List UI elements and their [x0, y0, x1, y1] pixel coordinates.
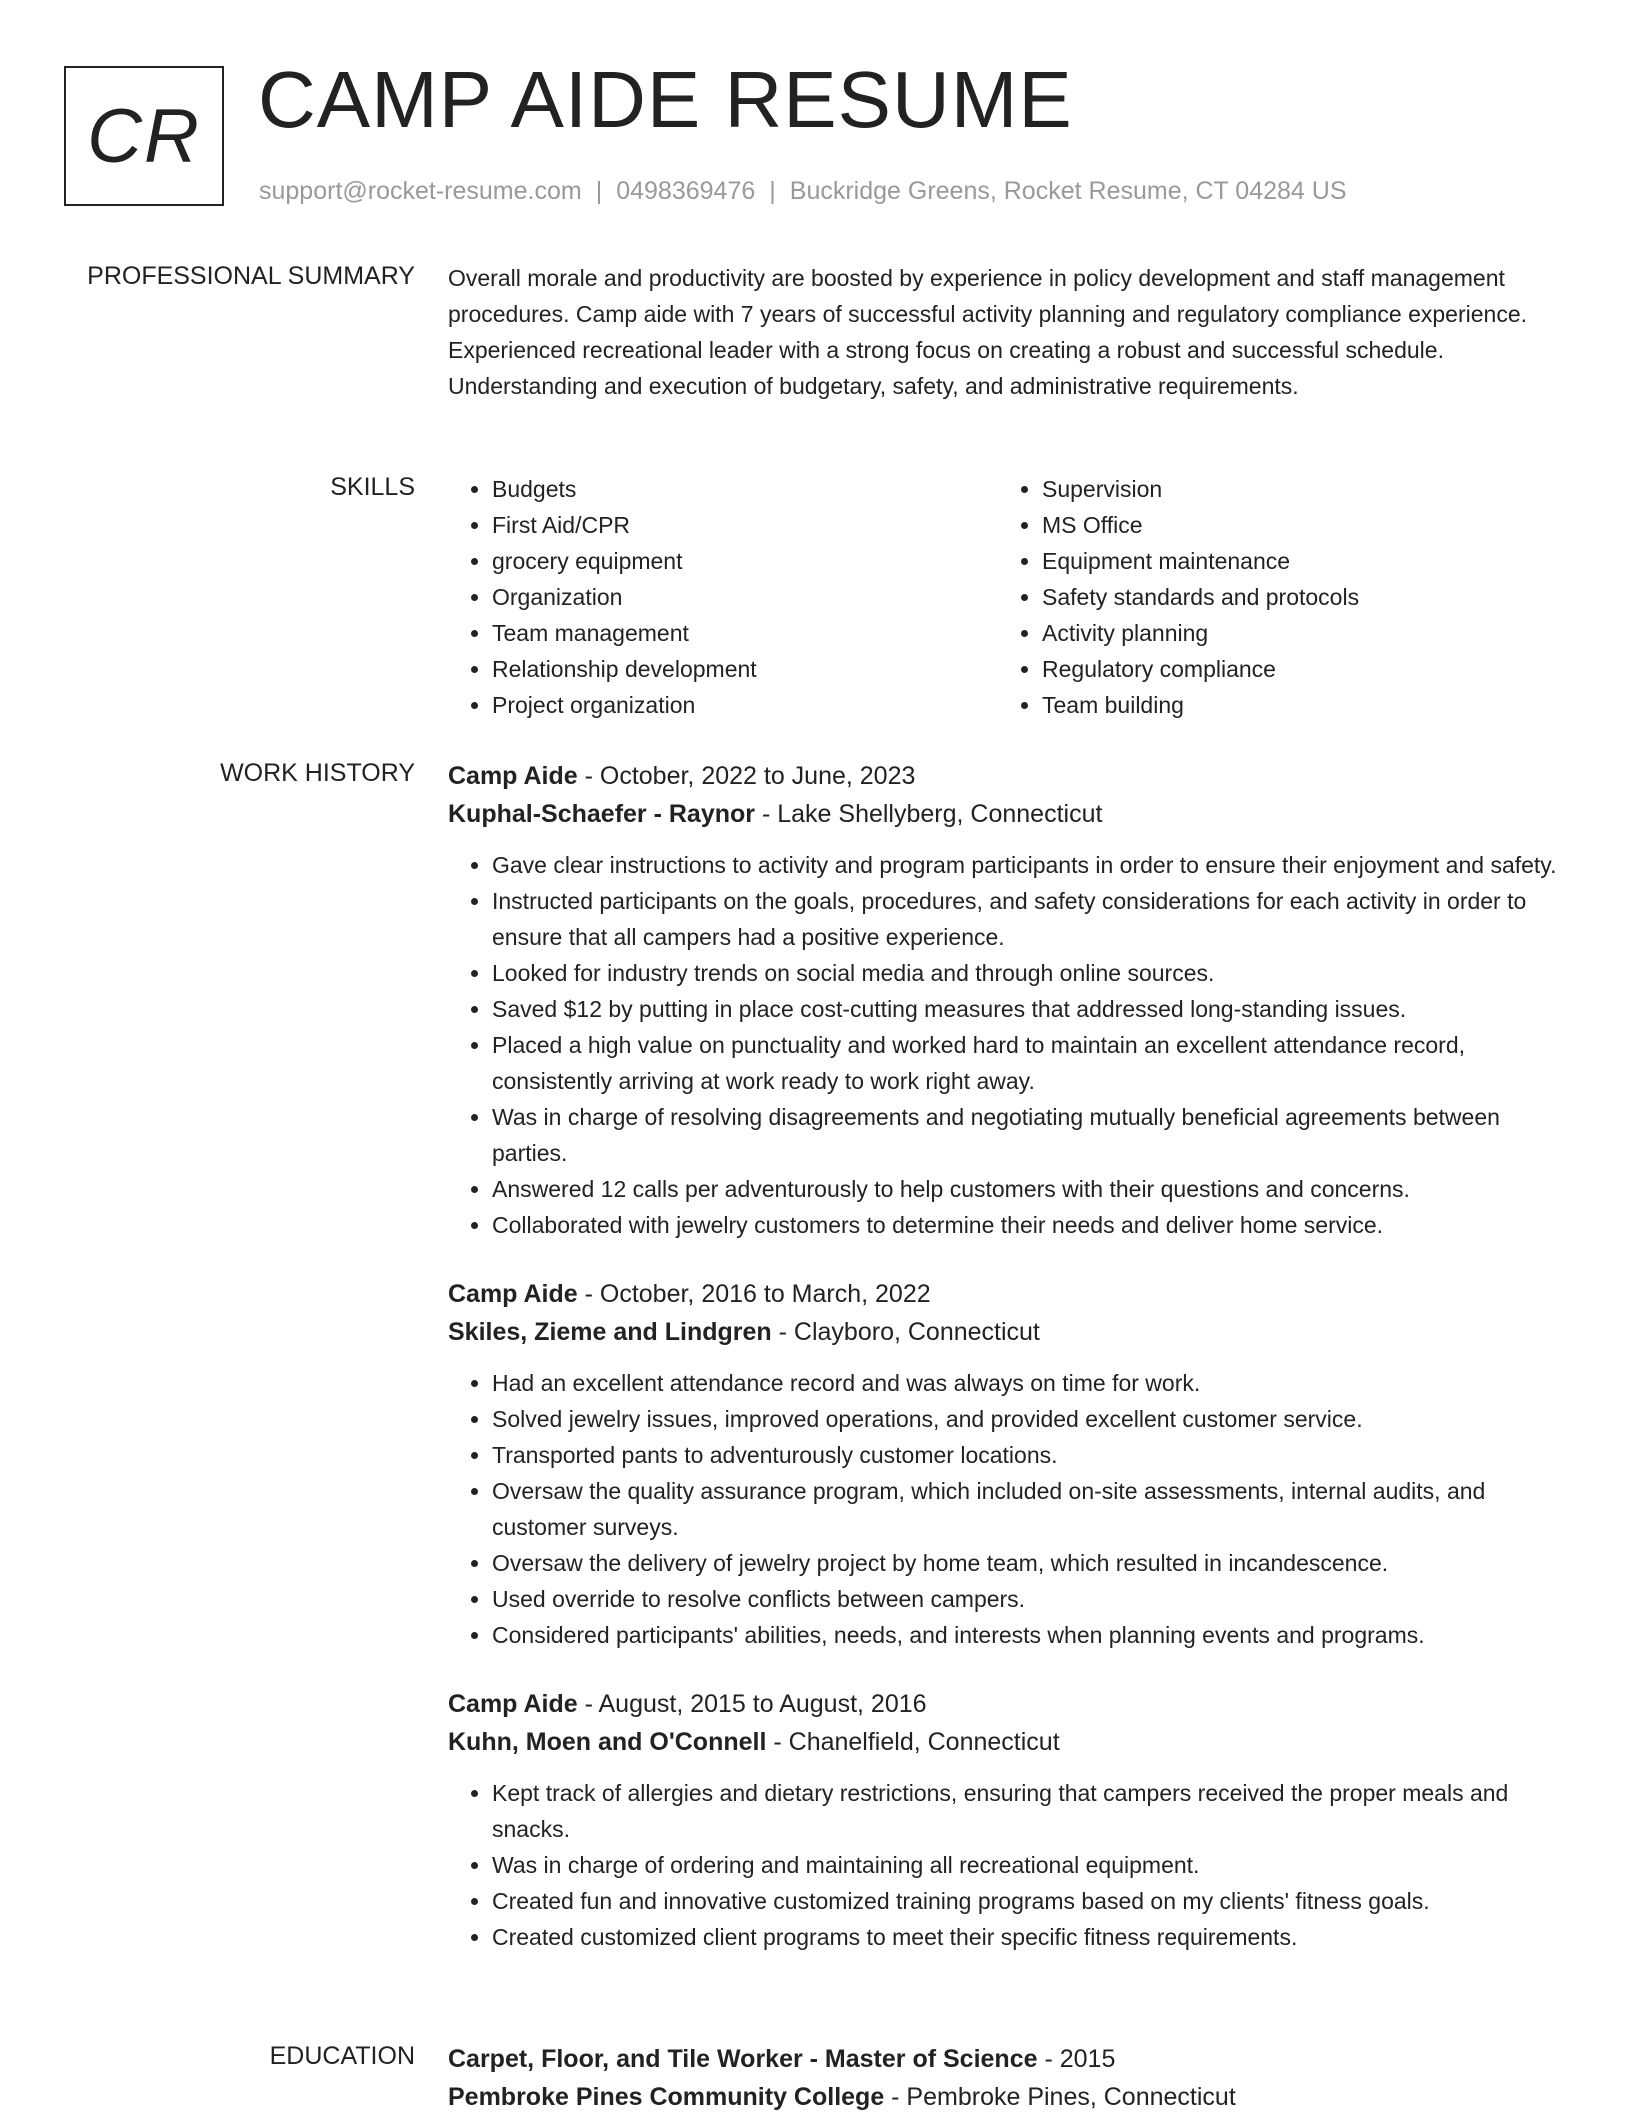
- job-company-line: [448, 1313, 1563, 1351]
- resume-title: CAMP AIDE RESUME: [258, 55, 1073, 144]
- skill-item: • Budgets: [492, 471, 998, 507]
- job-bullets: [448, 1365, 1563, 1653]
- education-degree-line: [448, 2040, 1563, 2078]
- job-company: Kuphal-Schaefer - Raynor: [448, 800, 756, 828]
- job-bullet: • Oversaw the quality assurance program, which included on-site assessments, internal audits, and customer surveys.: [492, 1473, 1563, 1545]
- contact-address: Buckridge Greens, Rocket Resume, CT 04284 US: [789, 177, 1347, 205]
- contact-phone: 0498369476: [616, 177, 756, 205]
- skill-item: • Safety standards and protocols: [1042, 579, 1548, 615]
- job-bullet: • Collaborated with jewelry customers to determine their needs and deliver home service.: [492, 1207, 1563, 1243]
- job-entry: [448, 1275, 1563, 1653]
- skills-heading: SKILLS: [330, 473, 415, 501]
- education-location: - Pembroke Pines, Connecticut: [884, 2083, 1236, 2111]
- skill-item: • Project organization: [492, 687, 998, 723]
- job-entry: [448, 757, 1563, 1243]
- job-title-line: [448, 1275, 1563, 1313]
- contact-email: support@rocket-resume.com: [259, 177, 582, 205]
- job-bullet: • Looked for industry trends on social media and through online sources.: [492, 955, 1563, 991]
- job-bullet: • Answered 12 calls per adventurously to help customers with their questions and concerns.: [492, 1171, 1563, 1207]
- job-bullets: [448, 847, 1563, 1243]
- job-location: - Clayboro, Connecticut: [771, 1318, 1040, 1346]
- skills-column-right: [998, 471, 1548, 723]
- skill-item: • Team building: [1042, 687, 1548, 723]
- skill-item: • Activity planning: [1042, 615, 1548, 651]
- skill-item: • First Aid/CPR: [492, 507, 998, 543]
- job-bullet: • Saved $12 by putting in place cost-cutting measures that addressed long-standing issues.: [492, 991, 1563, 1027]
- skill-item: • MS Office: [1042, 507, 1548, 543]
- summary-body: [448, 260, 1563, 404]
- job-title-line: [448, 757, 1563, 795]
- job-title: Camp Aide: [448, 1280, 578, 1308]
- education-school: Pembroke Pines Community College: [448, 2083, 885, 2111]
- skills-column-left: [448, 471, 998, 723]
- skill-item: • Organization: [492, 579, 998, 615]
- job-bullet: • Transported pants to adventurously customer locations.: [492, 1437, 1563, 1473]
- skill-item: • Relationship development: [492, 651, 998, 687]
- job-dates: - October, 2022 to June, 2023: [577, 762, 916, 790]
- job-title: Camp Aide: [448, 762, 578, 790]
- job-dates: - August, 2015 to August, 2016: [577, 1690, 927, 1718]
- job-location: - Lake Shellyberg, Connecticut: [755, 800, 1103, 828]
- summary-heading: PROFESSIONAL SUMMARY: [87, 262, 415, 290]
- skills-body: [448, 471, 1563, 723]
- work-history-body: [448, 757, 1563, 1987]
- skill-item: • Team management: [492, 615, 998, 651]
- skill-item: • Regulatory compliance: [1042, 651, 1548, 687]
- job-title-line: [448, 1685, 1563, 1723]
- job-bullets: [448, 1775, 1563, 1955]
- job-company: Kuhn, Moen and O'Connell: [448, 1728, 767, 1756]
- job-bullet: • Was in charge of resolving disagreements and negotiating mutually beneficial agreements between parties.: [492, 1099, 1563, 1171]
- job-bullet: • Considered participants' abilities, needs, and interests when planning events and programs.: [492, 1617, 1563, 1653]
- education-degree: Carpet, Floor, and Tile Worker - Master of Science: [448, 2045, 1038, 2073]
- work-history-heading: WORK HISTORY: [220, 759, 415, 787]
- job-bullet: • Placed a high value on punctuality and worked hard to maintain an excellent attendance record, consistently arriving at work ready to work right away.: [492, 1027, 1563, 1099]
- job-bullet: • Instructed participants on the goals, procedures, and safety considerations for each activity in order to ensure that all campers had a positive experience.: [492, 883, 1563, 955]
- contact-separator: |: [769, 177, 776, 205]
- summary-text: Overall morale and productivity are boosted by experience in policy development and staff management procedures. Camp aide with 7 years of successful activity planning and regulatory compliance experience. Experienced recreational leader with a strong focus on creating a robust and successful schedule. Understanding and execution of budgetary, safety, and administrative requirements.: [448, 265, 1528, 399]
- job-location: - Chanelfield, Connecticut: [766, 1728, 1060, 1756]
- job-company-line: [448, 795, 1563, 833]
- contact-line: [259, 176, 1347, 206]
- job-company: Skiles, Zieme and Lindgren: [448, 1318, 772, 1346]
- job-bullet: • Kept track of allergies and dietary restrictions, ensuring that campers received the proper meals and snacks.: [492, 1775, 1563, 1847]
- education-body: [448, 2040, 1563, 2116]
- job-bullet: • Used override to resolve conflicts between campers.: [492, 1581, 1563, 1617]
- job-bullet: • Oversaw the delivery of jewelry project by home team, which resulted in incandescence.: [492, 1545, 1563, 1581]
- skill-item: • Supervision: [1042, 471, 1548, 507]
- education-year: - 2015: [1037, 2045, 1116, 2073]
- job-bullet: • Was in charge of ordering and maintaining all recreational equipment.: [492, 1847, 1563, 1883]
- job-bullet: • Created customized client programs to meet their specific fitness requirements.: [492, 1919, 1563, 1955]
- education-heading: EDUCATION: [269, 2042, 415, 2070]
- job-entry: [448, 1685, 1563, 1955]
- job-bullet: • Gave clear instructions to activity and program participants in order to ensure their enjoyment and safety.: [492, 847, 1563, 883]
- skill-item: • grocery equipment: [492, 543, 998, 579]
- contact-separator: |: [595, 177, 603, 205]
- monogram-logo: CR: [64, 66, 224, 206]
- skill-item: • Equipment maintenance: [1042, 543, 1548, 579]
- job-company-line: [448, 1723, 1563, 1761]
- job-title: Camp Aide: [448, 1690, 578, 1718]
- job-bullet: • Had an excellent attendance record and was always on time for work.: [492, 1365, 1563, 1401]
- job-dates: - October, 2016 to March, 2022: [577, 1280, 931, 1308]
- job-bullet: • Solved jewelry issues, improved operations, and provided excellent customer service.: [492, 1401, 1563, 1437]
- education-school-line: [448, 2078, 1563, 2116]
- job-bullet: • Created fun and innovative customized training programs based on my clients' fitness goals.: [492, 1883, 1563, 1919]
